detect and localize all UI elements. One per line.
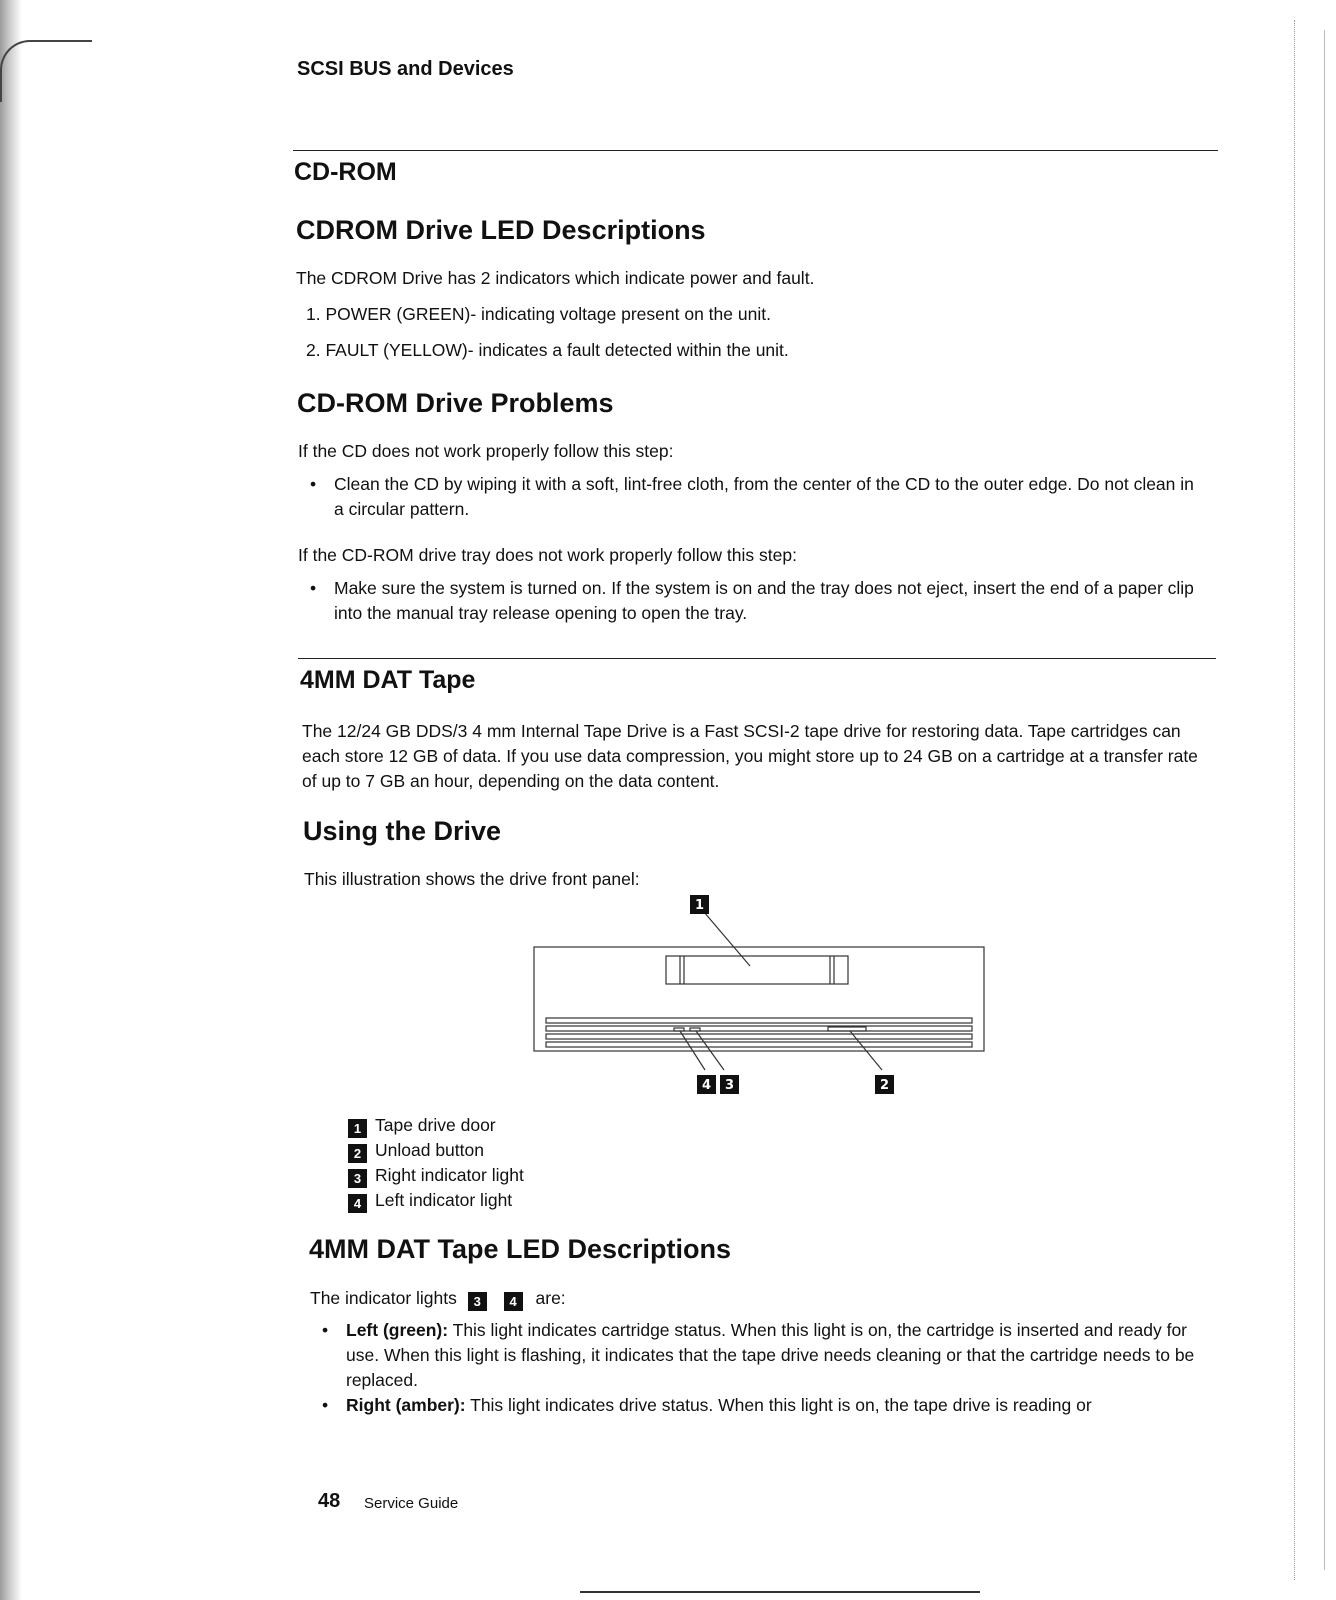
callout-4 — [697, 1075, 716, 1094]
svg-text:3: 3 — [724, 1078, 735, 1093]
callout-1 — [690, 895, 709, 914]
section-title-dat: 4MM DAT Tape — [300, 666, 476, 694]
heading-using-drive: Using the Drive — [303, 816, 502, 846]
legend-number: 1 — [348, 1119, 367, 1138]
callout-3 — [720, 1075, 739, 1094]
legend-item — [348, 1188, 524, 1213]
led-left-label: Left (green): — [346, 1320, 449, 1340]
page-bottom-edge — [580, 1591, 980, 1593]
running-head: SCSI BUS and Devices — [297, 58, 514, 80]
section-rule-dat — [298, 658, 1216, 659]
page-binding-curve — [0, 40, 92, 102]
heading-dat-led: 4MM DAT Tape LED Descriptions — [309, 1234, 732, 1264]
cdrom-led-intro: The CDROM Drive has 2 indicators which indicate power and fault. — [296, 268, 815, 288]
cdrom-problems-p2: If the CD-ROM drive tray does not work properly follow this step: — [298, 545, 797, 565]
led-right-label: Right (amber): — [346, 1395, 466, 1415]
led-left-text: This light indicates cartridge status. When this light is on, the cartridge is inserted and ready for use. When this light is flashing, it indicates that the tape drive needs cleaning or that the cartridge needs to be replaced. — [346, 1320, 1195, 1390]
svg-text:2: 2 — [879, 1078, 890, 1093]
cdrom-led-list — [306, 296, 789, 368]
page-binding-shadow-left — [0, 0, 22, 1600]
legend-number: 2 — [348, 1144, 367, 1163]
cdrom-problems-list-1 — [298, 472, 1198, 522]
legend-item — [348, 1113, 524, 1138]
list-item: 1. POWER (GREEN)- indicating voltage present on the unit. — [306, 304, 771, 324]
dat-led-list — [310, 1318, 1200, 1418]
dat-led-intro-text: The indicator lights — [310, 1288, 457, 1308]
cdrom-problems-list-2 — [298, 576, 1213, 626]
svg-text:4: 4 — [701, 1078, 712, 1093]
drive-front-panel-diagram — [520, 890, 1000, 1100]
inline-callout-4: 4 — [504, 1292, 523, 1311]
cdrom-problems-p1: If the CD does not work properly follow this step: — [298, 441, 674, 461]
svg-text:1: 1 — [694, 898, 705, 913]
led-right-text: This light indicates drive status. When this light is on, the tape drive is reading or — [465, 1395, 1092, 1415]
drive-front-panel — [534, 905, 984, 1070]
page-binding-edge-right — [1286, 0, 1336, 1600]
legend-number: 4 — [348, 1194, 367, 1213]
list-item — [310, 1393, 1200, 1418]
diagram-legend — [348, 1113, 524, 1213]
legend-label: Left indicator light — [375, 1190, 513, 1210]
list-item: • Make sure the system is turned on. If the system is on and the tray does not eject, insert the end of a paper clip into the manual tray release opening to open the tray. — [298, 576, 1213, 626]
heading-cdrom-problems: CD-ROM Drive Problems — [297, 388, 614, 418]
page-number: 48 — [318, 1490, 341, 1512]
dat-intro: The 12/24 GB DDS/3 4 mm Internal Tape Drive is a Fast SCSI-2 tape drive for restoring data. Tape cartridges can each store 12 GB of data. If you use data compression, you might store up to 24 GB on a cartridge at a transfer rate of up to 7 GB an hour, depending on the data content. — [302, 721, 1198, 791]
legend-number: 3 — [348, 1169, 367, 1188]
legend-item — [348, 1163, 524, 1188]
footer-title: Service Guide — [364, 1495, 459, 1512]
inline-callout-3: 3 — [468, 1292, 487, 1311]
using-drive-caption: This illustration shows the drive front panel: — [304, 869, 640, 889]
list-item: • Clean the CD by wiping it with a soft, lint-free cloth, from the center of the CD to the outer edge. Do not clean in a circular pattern. — [298, 472, 1198, 522]
callout-2 — [875, 1075, 894, 1094]
legend-item — [348, 1138, 524, 1163]
legend-label: Unload button — [375, 1140, 484, 1160]
section-rule-cdrom — [293, 150, 1218, 151]
heading-cdrom-led: CDROM Drive LED Descriptions — [296, 215, 706, 245]
list-item — [310, 1318, 1200, 1393]
dat-led-intro-tail: are: — [535, 1288, 566, 1308]
legend-label: Right indicator light — [375, 1165, 524, 1185]
dat-led-intro — [310, 1286, 566, 1311]
list-item: 2. FAULT (YELLOW)- indicates a fault detected within the unit. — [306, 340, 789, 360]
legend-label: Tape drive door — [375, 1115, 496, 1135]
section-title-cdrom: CD-ROM — [294, 158, 397, 186]
